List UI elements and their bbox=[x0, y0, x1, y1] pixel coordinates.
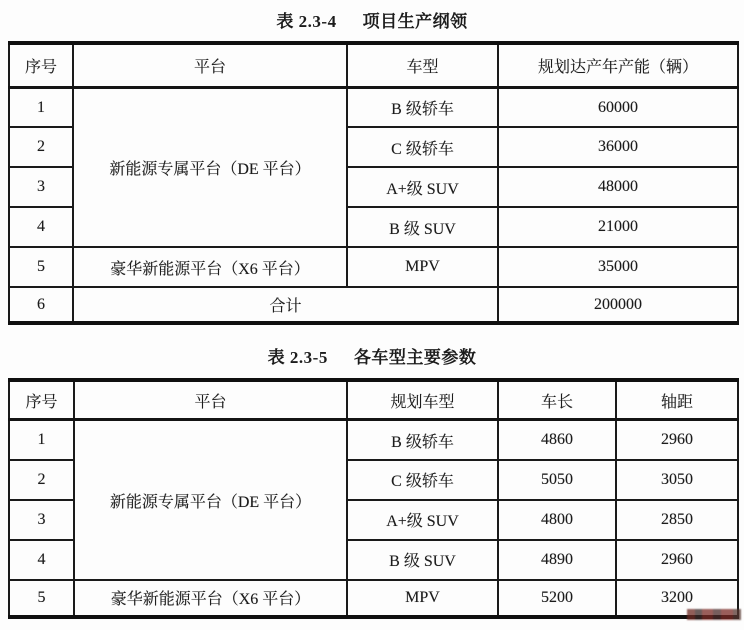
t2-r4-length: 4890 bbox=[498, 540, 616, 580]
t1-platform-x6-cell: 豪华新能源平台（X6 平台） bbox=[73, 247, 347, 287]
t2-r1-wheelbase: 2960 bbox=[616, 420, 738, 460]
t2-r2-wheelbase: 3050 bbox=[616, 460, 738, 500]
t2-r3-model: A+级 SUV bbox=[347, 500, 498, 540]
t1-header-platform: 平台 bbox=[73, 43, 347, 87]
t2-r3-length: 4800 bbox=[498, 500, 616, 540]
t1-r6-no: 6 bbox=[9, 287, 73, 323]
t2-r2-length: 5050 bbox=[498, 460, 616, 500]
table1-caption-label: 表 2.3-4 bbox=[276, 12, 337, 31]
t1-r1-model: B 级轿车 bbox=[347, 87, 498, 127]
t1-total-capacity: 200000 bbox=[498, 287, 738, 323]
t1-r2-model: C 级轿车 bbox=[347, 127, 498, 167]
t1-r4-capacity: 21000 bbox=[498, 207, 738, 247]
production-program-table bbox=[8, 41, 739, 325]
t2-header-wheelbase: 轴距 bbox=[616, 380, 738, 420]
t2-r1-no: 1 bbox=[9, 420, 74, 460]
t2-platform-x6-cell: 豪华新能源平台（X6 平台） bbox=[74, 580, 347, 617]
t2-header-no: 序号 bbox=[9, 380, 74, 420]
table-row bbox=[9, 420, 738, 460]
t1-r3-model: A+级 SUV bbox=[347, 167, 498, 207]
t1-header-capacity: 规划达产年产能（辆） bbox=[498, 43, 738, 87]
t2-r1-model: B 级轿车 bbox=[347, 420, 498, 460]
t2-r4-no: 4 bbox=[9, 540, 74, 580]
t2-header-model: 规划车型 bbox=[347, 380, 498, 420]
t2-r5-no: 5 bbox=[9, 580, 74, 617]
table-row bbox=[9, 87, 738, 127]
t1-r5-capacity: 35000 bbox=[498, 247, 738, 287]
t1-r5-model: MPV bbox=[347, 247, 498, 287]
table1-caption-title: 项目生产纲领 bbox=[362, 12, 468, 31]
t1-r3-no: 3 bbox=[9, 167, 73, 207]
t2-r3-wheelbase: 2850 bbox=[616, 500, 738, 540]
table1-total-row bbox=[9, 287, 738, 323]
table1-header-row bbox=[9, 43, 738, 87]
table1-caption bbox=[0, 0, 744, 32]
table-row bbox=[9, 580, 738, 617]
t2-r2-no: 2 bbox=[9, 460, 74, 500]
watermark-smudge bbox=[687, 609, 741, 620]
model-parameters-table bbox=[8, 378, 739, 619]
t1-r4-no: 4 bbox=[9, 207, 73, 247]
table2-caption bbox=[0, 348, 744, 368]
t2-r5-model: MPV bbox=[347, 580, 498, 617]
t2-header-platform: 平台 bbox=[74, 380, 347, 420]
t1-header-model: 车型 bbox=[347, 43, 498, 87]
t2-platform-de-cell: 新能源专属平台（DE 平台） bbox=[74, 420, 347, 580]
t2-r4-wheelbase: 2960 bbox=[616, 540, 738, 580]
t2-r3-no: 3 bbox=[9, 500, 74, 540]
t2-r5-wheelbase: 3200 bbox=[616, 580, 738, 617]
t1-r5-no: 5 bbox=[9, 247, 73, 287]
t1-r3-capacity: 48000 bbox=[498, 167, 738, 207]
table2-header-row bbox=[9, 380, 738, 420]
t1-r1-capacity: 60000 bbox=[498, 87, 738, 127]
t2-r1-length: 4860 bbox=[498, 420, 616, 460]
t1-r2-capacity: 36000 bbox=[498, 127, 738, 167]
table-row bbox=[9, 247, 738, 287]
table2-caption-label: 表 2.3-5 bbox=[267, 348, 328, 368]
table2-caption-title: 各车型主要参数 bbox=[353, 348, 477, 368]
t1-header-no: 序号 bbox=[9, 43, 73, 87]
t2-r5-length: 5200 bbox=[498, 580, 616, 617]
t1-platform-de-cell: 新能源专属平台（DE 平台） bbox=[73, 87, 347, 247]
t1-r1-no: 1 bbox=[9, 87, 73, 127]
t2-r2-model: C 级轿车 bbox=[347, 460, 498, 500]
t2-header-length: 车长 bbox=[498, 380, 616, 420]
t2-r4-model: B 级 SUV bbox=[347, 540, 498, 580]
t1-total-label: 合计 bbox=[73, 287, 498, 323]
t1-r2-no: 2 bbox=[9, 127, 73, 167]
t1-r4-model: B 级 SUV bbox=[347, 207, 498, 247]
